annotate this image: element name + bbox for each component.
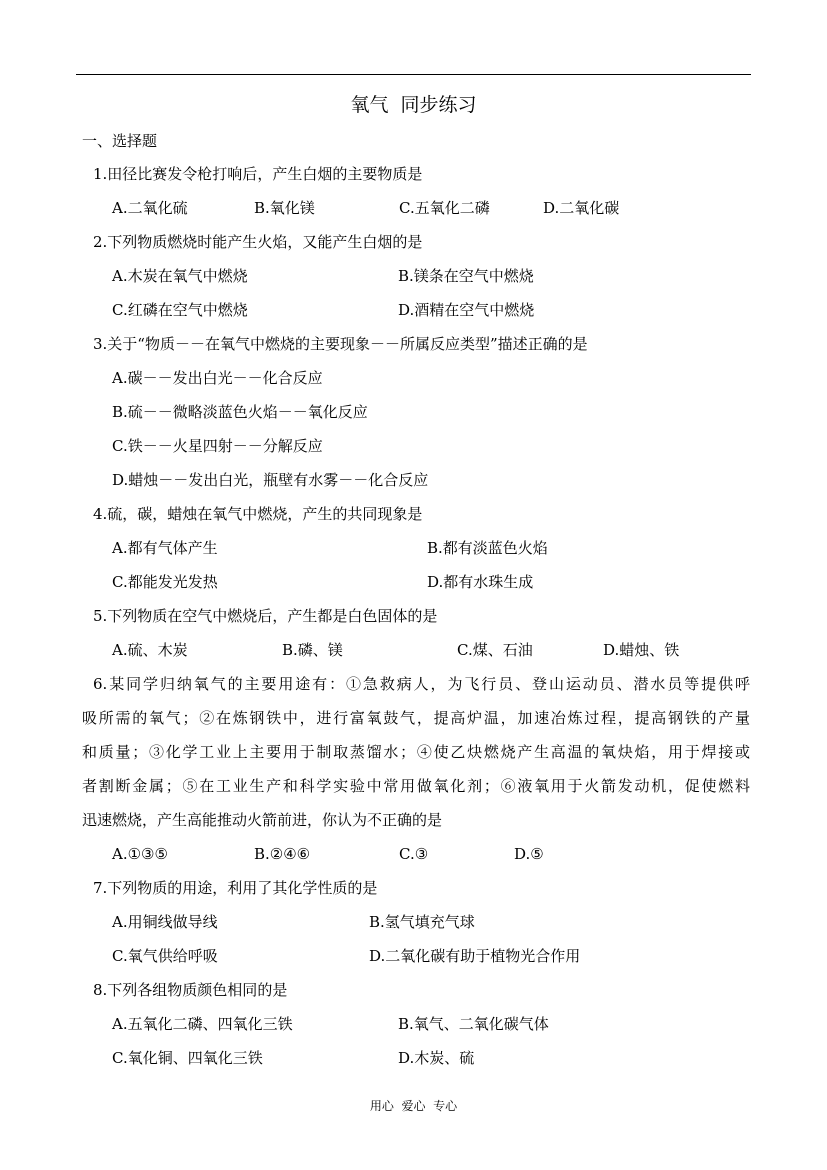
- question-4-option-a: A.都有气体产生: [112, 539, 218, 557]
- question-3-option-b: B.硫－－微略淡蓝色火焰－－氧化反应: [112, 403, 368, 421]
- question-6-stem-line-4: 者割断金属；⑤在工业生产和科学实验中常用做氧化剂；⑥液氧用于火箭发动机，促使燃料: [82, 777, 750, 795]
- question-1-option-d: D.二氧化碳: [543, 199, 620, 217]
- question-6-option-c: C.③: [399, 845, 429, 863]
- question-6-option-b: B.②④⑥: [254, 845, 311, 863]
- question-6-stem-line-1: 6.某同学归纳氧气的主要用途有：①急救病人，为飞行员、登山运动员、潜水员等提供呼: [93, 675, 750, 693]
- question-8-option-a: A.五氧化二磷、四氧化三铁: [112, 1015, 293, 1033]
- question-7-option-b: B.氢气填充气球: [369, 913, 475, 931]
- question-8-option-d: D.木炭、硫: [398, 1049, 475, 1067]
- question-6-option-d: D.⑤: [514, 845, 544, 863]
- question-8-option-b: B.氧气、二氧化碳气体: [398, 1015, 549, 1033]
- question-3-option-d: D.蜡烛－－发出白光，瓶壁有水雾－－化合反应: [112, 471, 429, 489]
- question-5-option-b: B.磷、镁: [282, 641, 343, 659]
- question-3-stem: 3.关于“物质－－在氧气中燃烧的主要现象－－所属反应类型”描述正确的是: [93, 335, 588, 353]
- question-5-stem: 5.下列物质在空气中燃烧后，产生都是白色固体的是: [93, 607, 438, 625]
- question-6-stem-line-2: 吸所需的氧气；②在炼钢铁中，进行富氧鼓气，提高炉温，加速冶炼过程，提高钢铁的产量: [82, 709, 750, 727]
- page-footer: 用心 爱心 专心: [369, 1099, 458, 1113]
- question-6-stem-line-3: 和质量；③化学工业上主要用于制取蒸馏水；④使乙炔燃烧产生高温的氧炔焰，用于焊接或: [82, 743, 750, 761]
- question-2-option-c: C.红磷在空气中燃烧: [112, 301, 248, 319]
- question-4-option-b: B.都有淡蓝色火焰: [427, 539, 548, 557]
- question-1-option-a: A.二氧化硫: [112, 199, 188, 217]
- question-8-option-c: C.氧化铜、四氧化三铁: [112, 1049, 263, 1067]
- question-4-stem: 4.硫，碳，蜡烛在氧气中燃烧，产生的共同现象是: [93, 505, 423, 523]
- question-7-option-d: D.二氧化碳有助于植物光合作用: [369, 947, 581, 965]
- question-7-stem: 7.下列物质的用途，利用了其化学性质的是: [93, 879, 378, 897]
- question-1-option-c: C.五氧化二磷: [399, 199, 490, 217]
- question-6-option-a: A.①③⑤: [112, 845, 168, 863]
- question-7-option-c: C.氧气供给呼吸: [112, 947, 218, 965]
- section-heading: 一、选择题: [82, 132, 158, 150]
- question-4-option-c: C.都能发光发热: [112, 573, 218, 591]
- question-5-option-a: A.硫、木炭: [112, 641, 188, 659]
- question-8-stem: 8.下列各组物质颜色相同的是: [93, 981, 288, 999]
- page-title: 氧气 同步练习: [350, 94, 477, 116]
- question-3-option-a: A.碳－－发出白光－－化合反应: [112, 369, 323, 387]
- question-2-stem: 2.下列物质燃烧时能产生火焰，又能产生白烟的是: [93, 233, 423, 251]
- question-2-option-b: B.镁条在空气中燃烧: [398, 267, 534, 285]
- question-3-option-c: C.铁－－火星四射－－分解反应: [112, 437, 323, 455]
- question-7-option-a: A.用铜线做导线: [112, 913, 218, 931]
- question-1-option-b: B.氧化镁: [254, 199, 315, 217]
- question-5-option-d: D.蜡烛、铁: [603, 641, 680, 659]
- question-2-option-a: A.木炭在氧气中燃烧: [112, 267, 248, 285]
- header-rule: [76, 74, 751, 75]
- question-1-stem: 1.田径比赛发令枪打响后，产生白烟的主要物质是: [93, 165, 423, 183]
- question-5-option-c: C.煤、石油: [457, 641, 533, 659]
- question-4-option-d: D.都有水珠生成: [427, 573, 534, 591]
- question-2-option-d: D.酒精在空气中燃烧: [398, 301, 535, 319]
- question-6-stem-line-5: 迅速燃烧，产生高能推动火箭前进，你认为不正确的是: [82, 811, 443, 829]
